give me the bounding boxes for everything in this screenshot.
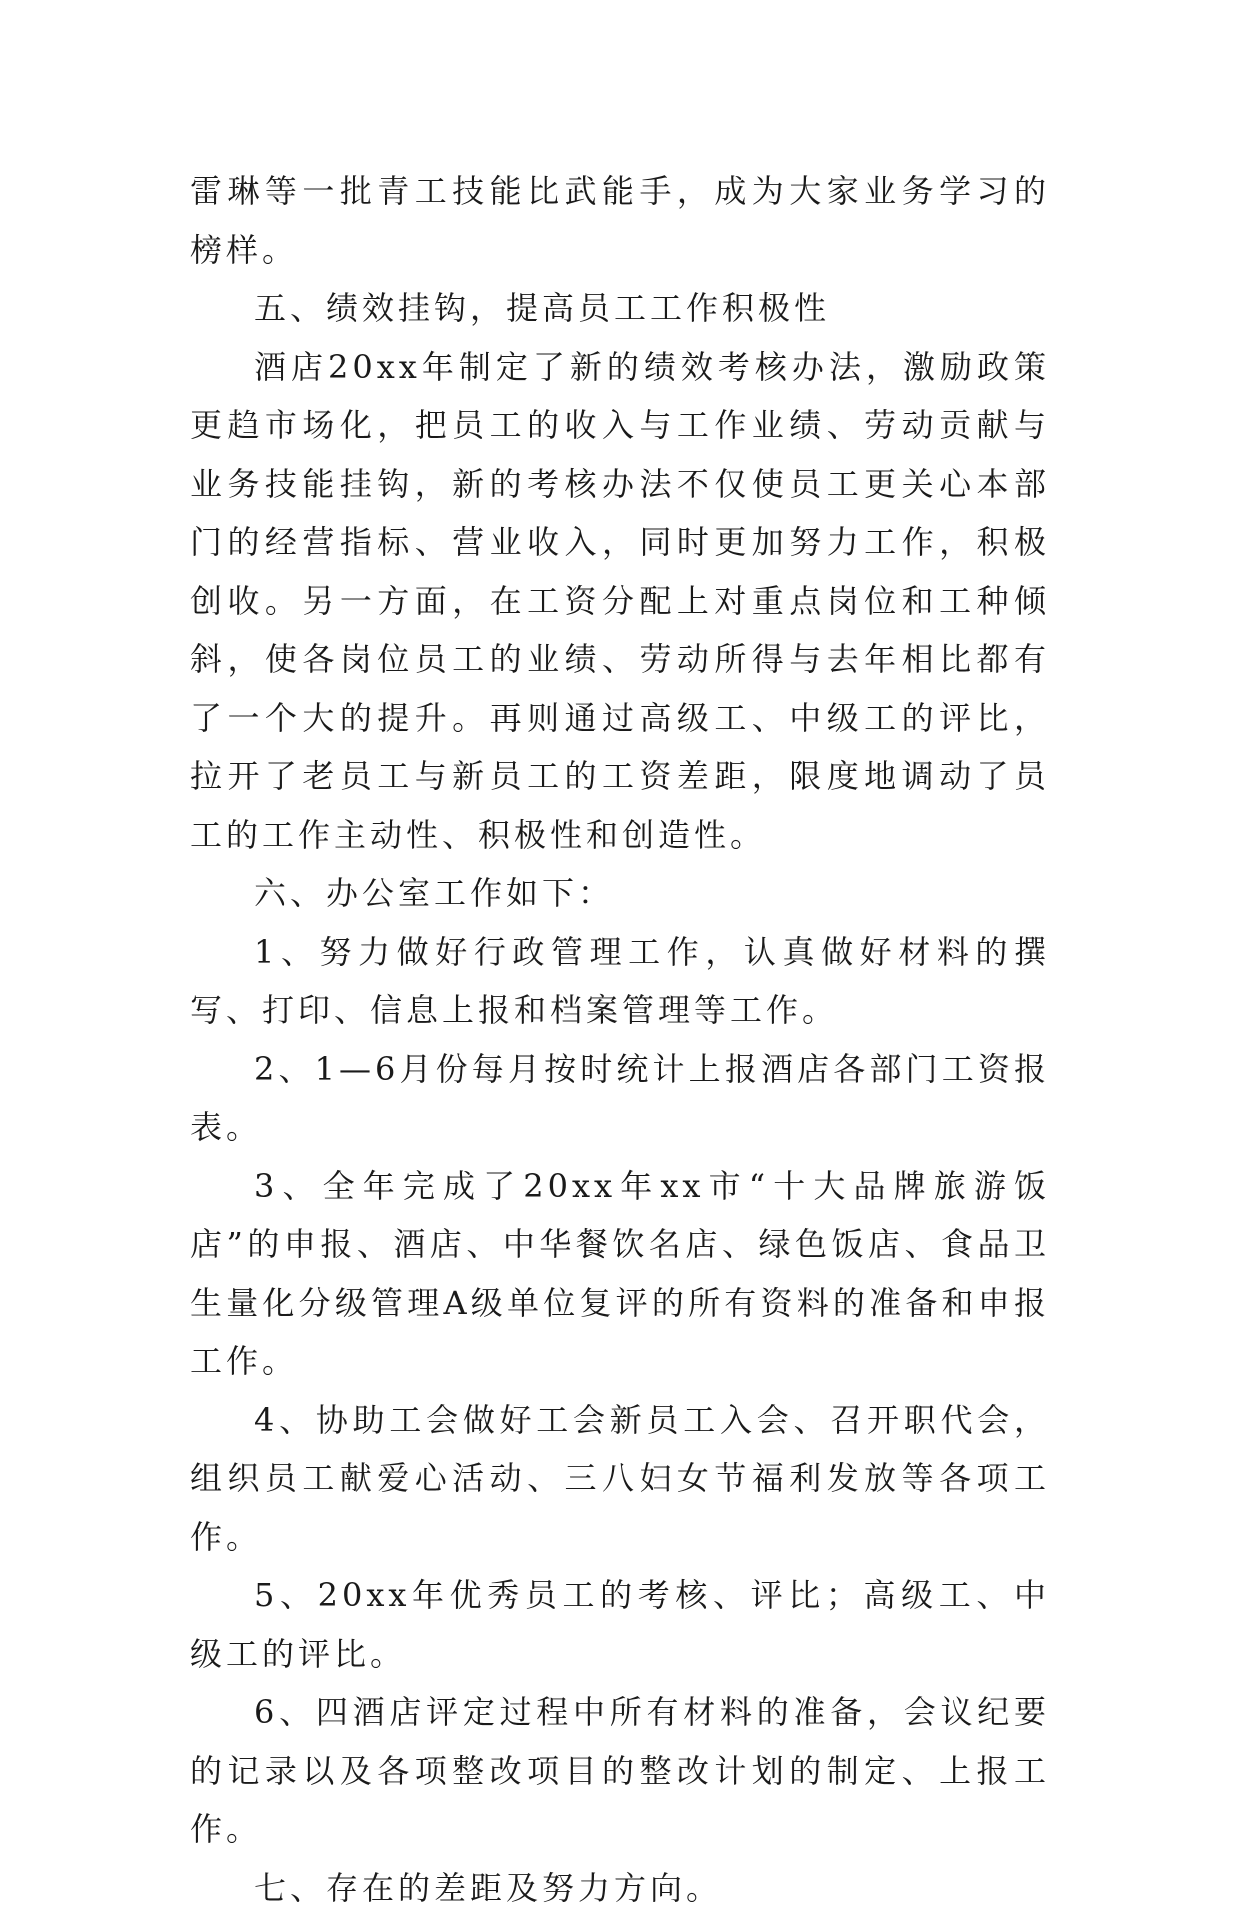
list-item-5: 5、20xx年优秀员工的考核、评比；高级工、中级工的评比。 xyxy=(190,1566,1050,1683)
list-item-3: 3、全年完成了20xx年xx市“十大品牌旅游饭店”的申报、酒店、中华餐饮名店、绿色饭店、食品卫生量化分级管理A级单位复评的所有资料的准备和申报工作。 xyxy=(190,1157,1050,1391)
section-heading-seven: 七、存在的差距及努力方向。 xyxy=(190,1859,1050,1917)
section-heading-six: 六、办公室工作如下： xyxy=(190,864,1050,923)
list-item-1: 1、努力做好行政管理工作，认真做好材料的撰写、打印、信息上报和档案管理等工作。 xyxy=(190,923,1050,1040)
list-item-6: 6、四酒店评定过程中所有材料的准备，会议纪要的记录以及各项整改项目的整改计划的制定、上报工作。 xyxy=(190,1683,1050,1859)
paragraph-continuation: 雷琳等一批青工技能比武能手，成为大家业务学习的榜样。 xyxy=(190,162,1050,279)
list-item-4: 4、协助工会做好工会新员工入会、召开职代会，组织员工献爱心活动、三八妇女节福利发放等各项工作。 xyxy=(190,1391,1050,1567)
document-body xyxy=(190,162,1050,1917)
section-heading-five: 五、绩效挂钩，提高员工工作积极性 xyxy=(190,279,1050,338)
paragraph-performance: 酒店20xx年制定了新的绩效考核办法，激励政策更趋市场化，把员工的收入与工作业绩、劳动贡献与业务技能挂钩，新的考核办法不仅使员工更关心本部门的经营指标、营业收入，同时更加努力工作，积极创收。另一方面，在工资分配上对重点岗位和工种倾斜，使各岗位员工的业绩、劳动所得与去年相比都有了一个大的提升。再则通过高级工、中级工的评比，拉开了老员工与新员工的工资差距，限度地调动了员工的工作主动性、积极性和创造性。 xyxy=(190,338,1050,865)
list-item-2: 2、1—6月份每月按时统计上报酒店各部门工资报表。 xyxy=(190,1040,1050,1157)
